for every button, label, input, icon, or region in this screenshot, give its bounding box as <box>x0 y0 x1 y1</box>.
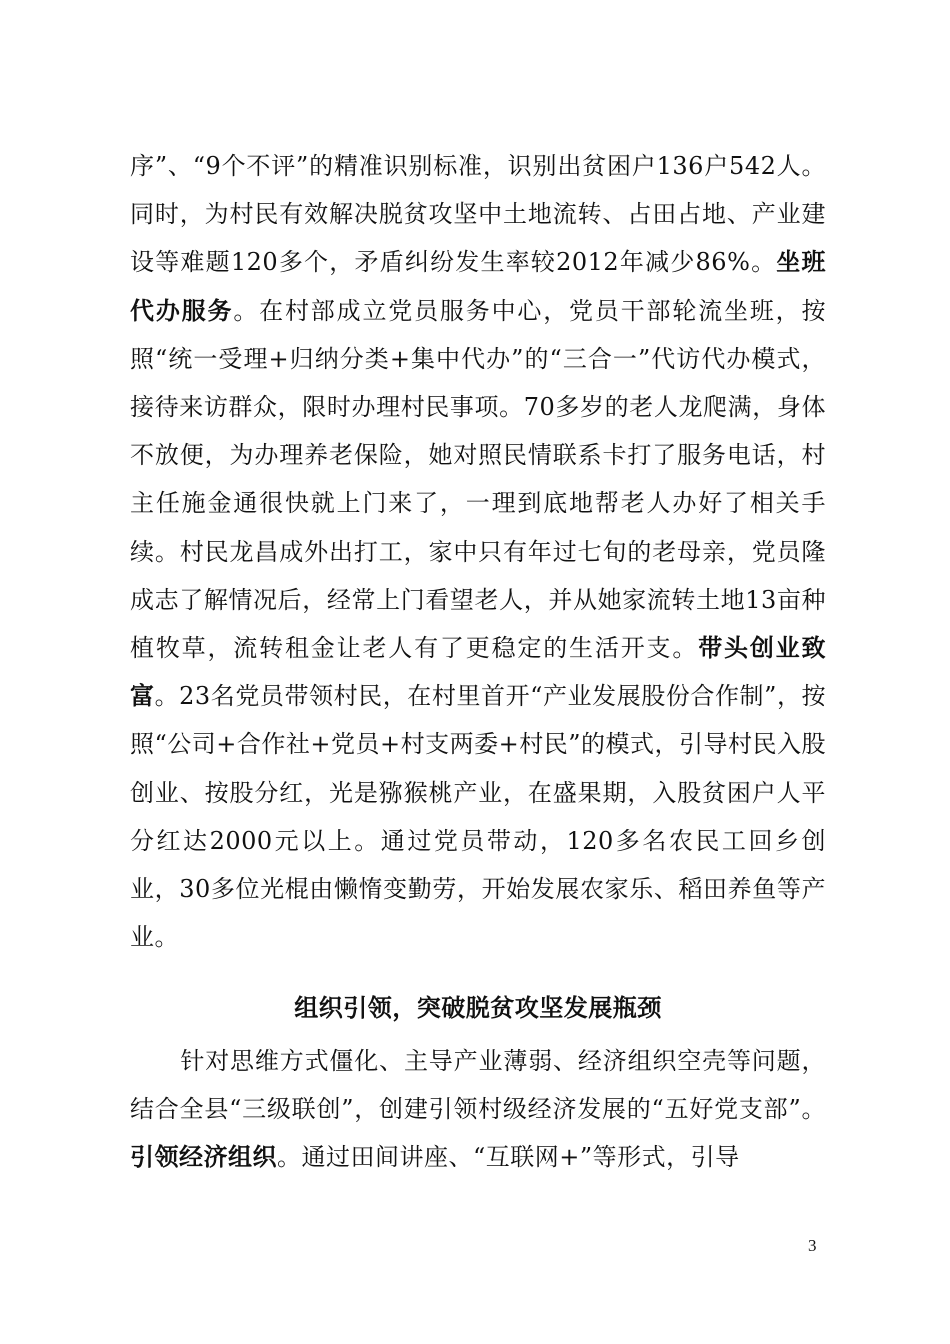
page-number: 3 <box>808 1236 817 1255</box>
body-paragraph-new <box>130 1037 826 1182</box>
body-paragraph-continued <box>130 142 826 961</box>
paragraph-text: 针对思维方式僵化、主导产业薄弱、经济组织空壳等问题，结合全县“三级联创”，创建引领村级经济发展的“五好党支部”。 <box>130 1047 826 1124</box>
inline-heading: 带头创业致富 <box>130 634 827 711</box>
section-heading: 组织引领，突破脱贫攻坚发展瓶颈 <box>294 994 662 1022</box>
paragraph-text: 序”、“9个不评”的精准识别标准，识别出贫困户136户542人。同时，为村民有效解决脱贫攻坚中土地流转、占田占地、产业建设等难题120多个，矛盾纠纷发生率较2012年减少86%。 <box>130 152 826 277</box>
inline-heading: 引领经济组织 <box>130 1143 277 1172</box>
inline-heading: 坐班代办服务 <box>130 248 827 325</box>
paragraph-text: 。在村部成立党员服务中心，党员干部轮流坐班，按照“统一受理+归纳分类+集中代办”的“三合一”代访代办模式，接待来访群众，限时办理村民事项。70多岁的老人龙爬满，身体不放便，为办理养老保险，她对照民情联系卡打了服务电话，村主任施金通很快就上门来了，一理到底地帮老人办好了相关手续。村民龙昌成外出打工，家中只有年过七旬的老母亲，党员隆成志了解情况后，经常上门看望老人，并从她家流转土地13亩种植牧草，流转租金让老人有了更稳定的生活开支。 <box>130 296 827 663</box>
paragraph-text: 。23名党员带领村民，在村里首开“产业发展股份合作制”，按照“公司+合作社+党员+村支两委+村民”的模式，引导村民入股创业、按股分红，光是猕猴桃产业，在盛果期，入股贫困户人平分红达2000元以上。通过党员带动，120多名农民工回乡创业，30多位光棍由懒惰变勤劳，开始发展农家乐、稻田养鱼等产业。 <box>130 682 827 952</box>
paragraph-text: 。通过田间讲座、“互联网+”等形式，引导 <box>277 1143 740 1172</box>
